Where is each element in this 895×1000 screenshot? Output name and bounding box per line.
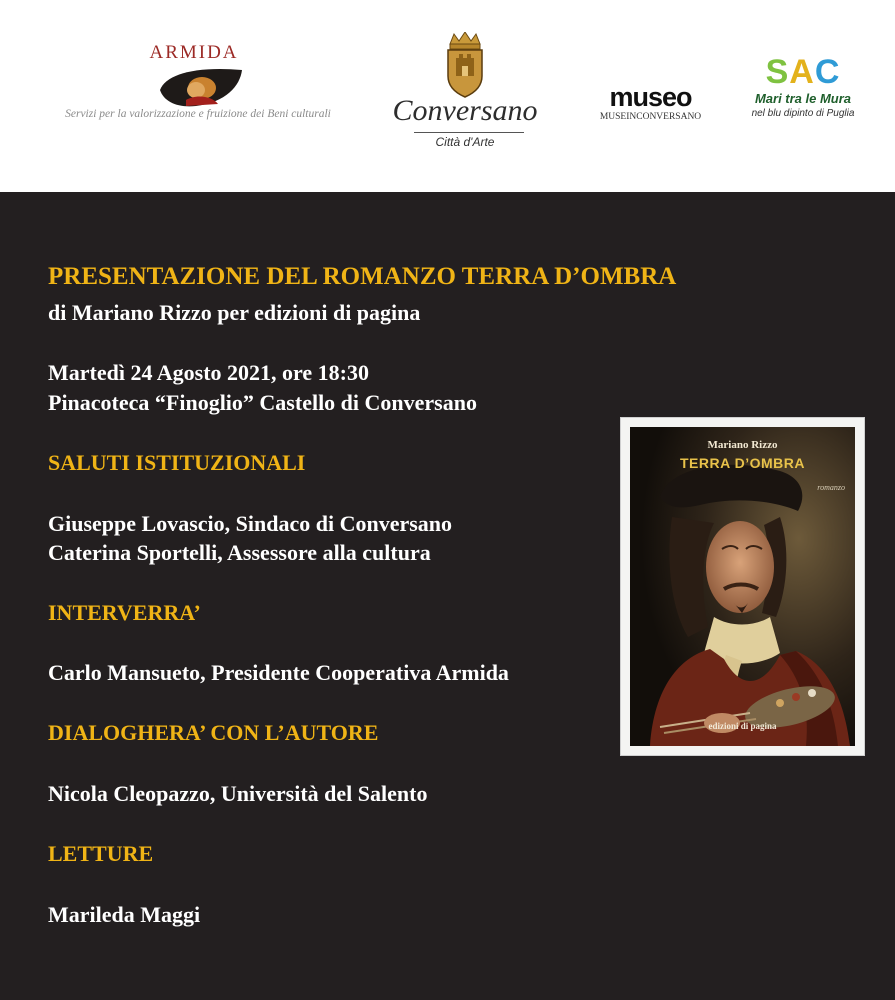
- conversano-name: Conversano: [392, 94, 538, 127]
- heading-interverra: INTERVERRA’: [48, 600, 201, 625]
- portrait-painting-icon: [630, 427, 855, 746]
- cover-title: TERRA D’OMBRA: [680, 455, 805, 471]
- logo-bar: [0, 0, 895, 192]
- event-venue: Pinacoteca “Finoglio” Castello di Conversano: [48, 390, 477, 415]
- museo-subtitle: MUSEINCONVERSANO: [599, 112, 702, 122]
- letture-person: Marileda Maggi: [48, 902, 201, 927]
- book-cover: [630, 427, 855, 746]
- armida-tagline: Servizi per la valorizzazione e fruizione dei Beni culturali: [65, 108, 331, 120]
- heading-saluti: SALUTI ISTITUZIONALI: [48, 450, 306, 475]
- saluti-person: Caterina Sportelli, Assessore alla cultura: [48, 540, 431, 565]
- cover-publisher: edizioni di pagina: [708, 721, 777, 731]
- sac-letter-c: C: [814, 53, 841, 91]
- heading-dialoghera: DIALOGHERA’ CON L’AUTORE: [48, 720, 379, 745]
- interverra-person: Carlo Mansueto, Presidente Cooperativa Armida: [48, 660, 509, 685]
- conversano-divider: [414, 132, 524, 133]
- heading-letture: LETTURE: [48, 841, 154, 866]
- sac-letter-s: S: [765, 53, 790, 91]
- event-date: Martedì 24 Agosto 2021, ore 18:30: [48, 360, 369, 385]
- conversano-subtitle: Città d'Arte: [435, 135, 495, 149]
- armida-logo: [38, 42, 358, 132]
- armida-name: ARMIDA: [149, 42, 239, 63]
- conversano-logo: [390, 32, 540, 157]
- cover-genre: romanzo: [817, 483, 845, 492]
- sac-tagline: Mari tra le Mura: [754, 91, 852, 106]
- sac-name: [748, 54, 858, 90]
- sac-letter-a: A: [789, 53, 815, 91]
- museo-logo: [588, 82, 713, 126]
- book-cover-frame: [621, 418, 864, 755]
- dialoghera-person: Nicola Cleopazzo, Università del Salento: [48, 781, 428, 806]
- crest-icon: [442, 32, 488, 98]
- armida-painting-icon: [156, 64, 246, 108]
- event-title: PRESENTAZIONE DEL ROMANZO TERRA D’OMBRA: [48, 263, 677, 290]
- cover-author: Mariano Rizzo: [707, 439, 778, 451]
- event-byline: di Mariano Rizzo per edizioni di pagina: [48, 300, 421, 325]
- sac-subtagline: nel blu dipinto di Puglia: [751, 108, 855, 119]
- saluti-person: Giuseppe Lovascio, Sindaco di Conversano: [48, 511, 453, 536]
- sac-logo: [748, 54, 858, 124]
- museo-name: museo: [609, 82, 692, 112]
